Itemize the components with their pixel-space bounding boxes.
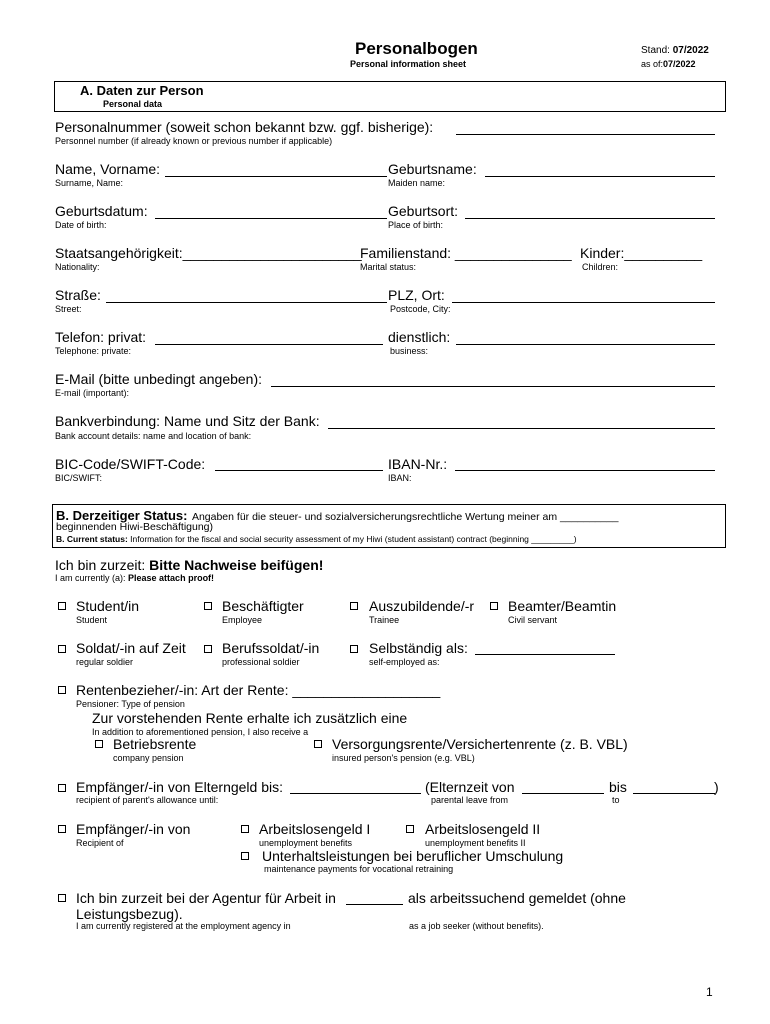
- betriebsrente-checkbox[interactable]: [95, 740, 103, 748]
- bis-close: ): [714, 779, 719, 795]
- selbst-label: Selbständig als:: [369, 640, 468, 656]
- agentur-label-3: Leistungsbezug).: [76, 906, 183, 922]
- bank-label: Bankverbindung: Name und Sitz der Bank:: [55, 413, 320, 429]
- asof-label-text: as of:: [641, 59, 664, 69]
- iban-en: IBAN:: [388, 473, 412, 483]
- student-label: Student/in: [76, 598, 140, 614]
- section-b-en-label: B. Current status:: [56, 534, 128, 544]
- unterhalt-checkbox[interactable]: [241, 852, 249, 860]
- stand-label-text: Stand:: [641, 45, 670, 56]
- section-b-desc: Angaben für die steuer- und sozialversicherungsrechtliche Wertung meiner am __________: [191, 511, 619, 523]
- bis-label: bis: [609, 779, 627, 795]
- personalnummer-label: Personalnummer (soweit schon bekannt bzw. ggf. bisherige):: [55, 119, 434, 135]
- bank-field[interactable]: [328, 428, 715, 429]
- status-intro-en-text: I am currently (a):: [55, 573, 126, 583]
- alg2-en: unemployment benefits II: [425, 838, 526, 848]
- geburtsort-en: Place of birth:: [388, 220, 444, 230]
- email-label: E-Mail (bitte unbedingt angeben):: [55, 371, 263, 387]
- soldat-en: regular soldier: [76, 657, 134, 667]
- name-en: Surname, Name:: [55, 178, 124, 188]
- telefon-field[interactable]: [155, 344, 383, 345]
- strasse-label: Straße:: [55, 287, 101, 303]
- dienstlich-en: business:: [390, 346, 429, 356]
- status-intro-en: [55, 573, 214, 583]
- section-a-title: A. Daten zur Person: [80, 83, 204, 98]
- bic-field[interactable]: [215, 470, 383, 471]
- beschaeftigter-en: Employee: [222, 615, 263, 625]
- bic-en: BIC/SWIFT:: [55, 473, 102, 483]
- elterngeld-en: recipient of parent's allowance until:: [76, 795, 219, 805]
- beamter-checkbox[interactable]: [490, 602, 498, 610]
- selbst-checkbox[interactable]: [350, 645, 358, 653]
- rente-label: Rentenbezieher/-in: Art der Rente: ___________________: [76, 682, 441, 698]
- beamter-label: Beamter/Beamtin: [508, 598, 617, 614]
- agentur-label: Ich bin zurzeit bei der Agentur für Arbeit in: [76, 890, 336, 906]
- strasse-field[interactable]: [106, 302, 387, 303]
- elterngeld-checkbox[interactable]: [58, 784, 66, 792]
- alg1-label: Arbeitslosengeld I: [259, 821, 371, 837]
- page-subtitle: Personal information sheet: [350, 59, 467, 69]
- bic-label: BIC-Code/SWIFT-Code:: [55, 456, 206, 472]
- geburtsname-label: Geburtsname:: [388, 161, 477, 177]
- rente-checkbox[interactable]: [58, 686, 66, 694]
- selbst-field[interactable]: [475, 654, 615, 655]
- selbst-en: self-employed as:: [369, 657, 440, 667]
- strasse-en: Street:: [55, 304, 82, 314]
- alg2-checkbox[interactable]: [406, 825, 414, 833]
- versorgung-label: Versorgungsrente/Versichertenrente (z. B. VBL): [332, 736, 628, 752]
- page-title: Personalbogen: [355, 39, 478, 58]
- email-field[interactable]: [271, 386, 715, 387]
- geburtsdatum-en: Date of birth:: [55, 220, 107, 230]
- azubi-checkbox[interactable]: [350, 602, 358, 610]
- elternzeit-field[interactable]: [522, 793, 604, 794]
- beamter-en: Civil servant: [508, 615, 558, 625]
- personalnummer-en: Personnel number (if already known or previous number if applicable): [55, 136, 333, 146]
- berufssoldat-en: professional soldier: [222, 657, 300, 667]
- geburtsort-label: Geburtsort:: [388, 203, 459, 219]
- section-b-desc2: beginnenden Hiwi-Beschäftigung): [56, 521, 214, 533]
- plz-label: PLZ, Ort:: [388, 287, 445, 303]
- stand-label: [641, 45, 709, 56]
- section-b-en: [56, 534, 577, 544]
- rente-zus-en: In addition to aforementioned pension, I also receive a: [92, 727, 309, 737]
- elternzeit-label: (Elternzeit von: [425, 779, 515, 795]
- beschaeftigter-label: Beschäftigter: [222, 598, 304, 614]
- section-b-title: B. Derzeitiger Status:: [56, 508, 188, 523]
- bis-en: to: [612, 795, 620, 805]
- empf-label: Empfänger/-in von: [76, 821, 191, 837]
- familienstand-en: Marital status:: [360, 262, 417, 272]
- kinder-label: Kinder:__________: [580, 245, 703, 261]
- telefon-en: Telephone: private:: [55, 346, 132, 356]
- elternzeit-en: parental leave from: [431, 795, 509, 805]
- alg1-checkbox[interactable]: [241, 825, 249, 833]
- asof-value: 07/2022: [663, 59, 696, 69]
- plz-field[interactable]: [452, 302, 715, 303]
- staat-en: Nationality:: [55, 262, 100, 272]
- status-intro-text: Ich bin zurzeit:: [55, 557, 146, 573]
- geburtsdatum-label: Geburtsdatum:: [55, 203, 148, 219]
- agentur-en: I am currently registered at the employment agency in: [76, 921, 291, 931]
- kinder-en: Children:: [582, 262, 619, 272]
- page-number: 1: [706, 985, 713, 999]
- iban-field[interactable]: [455, 470, 715, 471]
- rente-zus-label: Zur vorstehenden Rente erhalte ich zusätzlich eine: [92, 710, 408, 726]
- rente-en: Pensioner: Type of pension: [76, 699, 185, 709]
- student-checkbox[interactable]: [58, 602, 66, 610]
- elterngeld-field[interactable]: [290, 793, 421, 794]
- soldat-label: Soldat/-in auf Zeit: [76, 640, 186, 656]
- betriebsrente-en: company pension: [113, 753, 184, 763]
- soldat-checkbox[interactable]: [58, 645, 66, 653]
- familienstand-label: Familienstand: _______________: [360, 245, 572, 261]
- iban-label: IBAN-Nr.:: [388, 456, 448, 472]
- email-en: E-mail (important):: [55, 388, 130, 398]
- section-a-subtitle: Personal data: [103, 99, 163, 109]
- name-field[interactable]: [165, 176, 387, 177]
- berufssoldat-checkbox[interactable]: [204, 645, 212, 653]
- bis-field[interactable]: [633, 793, 715, 794]
- plz-en: Postcode, City:: [390, 304, 451, 314]
- versorgung-en: insured person's pension (e.g. VBL): [332, 753, 475, 763]
- geburtsname-field[interactable]: [485, 176, 715, 177]
- azubi-label: Auszubildende/-r: [369, 598, 475, 614]
- geburtsname-en: Maiden name:: [388, 178, 446, 188]
- betriebsrente-label: Betriebsrente: [113, 736, 197, 752]
- berufssoldat-label: Berufssoldat/-in: [222, 640, 320, 656]
- agentur-checkbox[interactable]: [58, 894, 66, 902]
- agentur-field[interactable]: [346, 904, 403, 905]
- status-intro-bold: Bitte Nachweise beifügen!: [149, 557, 324, 573]
- student-en: Student: [76, 615, 108, 625]
- alg1-en: unemployment benefits: [259, 838, 353, 848]
- empf-checkbox[interactable]: [58, 825, 66, 833]
- status-intro-en-bold: Please attach proof!: [128, 573, 215, 583]
- bank-en: Bank account details: name and location of bank:: [55, 431, 252, 441]
- azubi-en: Trainee: [369, 615, 400, 625]
- geburtsdatum-field[interactable]: [155, 218, 387, 219]
- agentur-en-2: as a job seeker (without benefits).: [409, 921, 544, 931]
- unterhalt-en: maintenance payments for vocational retraining: [264, 864, 454, 874]
- elterngeld-label: Empfänger/-in von Elterngeld bis:: [76, 779, 283, 795]
- unterhalt-label: Unterhaltsleistungen bei beruflicher Umschulung: [262, 848, 564, 864]
- empf-en: Recipient of: [76, 838, 124, 848]
- asof-label: [641, 59, 696, 69]
- beschaeftigter-checkbox[interactable]: [204, 602, 212, 610]
- agentur-label-2: als arbeitssuchend gemeldet (ohne: [408, 890, 626, 906]
- personalnummer-field[interactable]: [456, 134, 715, 135]
- stand-value: 07/2022: [672, 45, 709, 56]
- section-b-en-text: Information for the fiscal and social security assessment of my Hiwi (student assistant) contract (beginning _________): [130, 534, 577, 544]
- dienstlich-field[interactable]: [456, 344, 715, 345]
- dienstlich-label: dienstlich:: [388, 329, 451, 345]
- telefon-label: Telefon: privat:: [55, 329, 147, 345]
- status-intro: [55, 557, 323, 573]
- alg2-label: Arbeitslosengeld II: [425, 821, 541, 837]
- geburtsort-field[interactable]: [465, 218, 715, 219]
- name-label: Name, Vorname:: [55, 161, 161, 177]
- versorgung-checkbox[interactable]: [314, 740, 322, 748]
- staat-label: Staatsangehörigkeit:_______________________: [55, 245, 362, 261]
